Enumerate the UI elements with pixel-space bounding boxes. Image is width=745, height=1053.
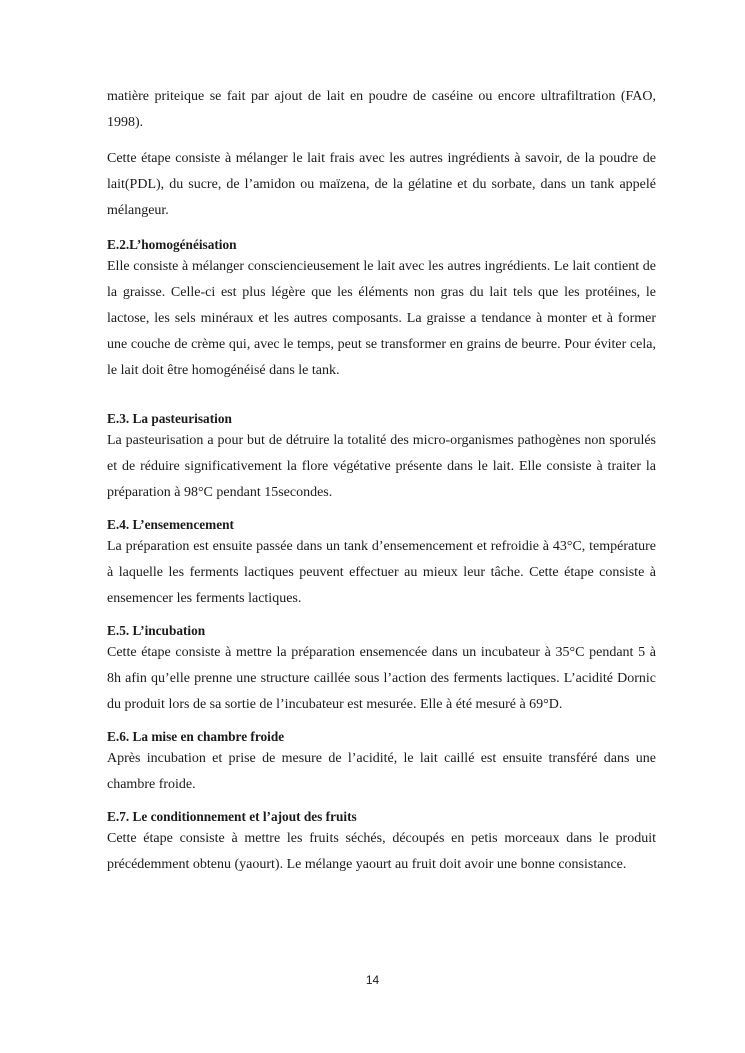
- section-incubation: [107, 622, 656, 718]
- section-chambre-froide: [107, 728, 656, 798]
- section-body: Cette étape consiste à mettre la préparation ensemencée dans un incubateur à 35°C pendant 5 à 8h afin qu’elle prenne une structure caillée sous l’action des ferments lactiques. L’acidité Dornic du produit lors de sa sortie de l’incubateur est mesurée. Elle à été mesuré à 69°D.: [107, 645, 656, 712]
- section-body: Elle consiste à mélanger consciencieusement le lait avec les autres ingrédients. Le lait contient de la graisse. Celle-ci est plus légère que les éléments non gras du lait tels que les protéines, le lactose, les sels minéraux et les autres composants. La graisse a tendance à monter et à former une couche de crème qui, avec le temps, peut se transformer en grains de beurre. Pour éviter cela, le lait doit être homogénéisé dans le tank.: [107, 259, 656, 378]
- page-number: 14: [365, 973, 380, 987]
- section-homogeneisation: [107, 234, 656, 384]
- section-conditionnement: [107, 808, 656, 878]
- section-heading: E.2.L’homogénéisation: [107, 237, 237, 252]
- section-pasteurisation: [107, 410, 656, 506]
- intro-paragraph: matière priteique se fait par ajout de lait en poudre de caséine ou encore ultrafiltration (FAO, 1998).: [107, 89, 656, 130]
- section-heading: E.5. L’incubation: [107, 623, 206, 638]
- section-ensemencement: [107, 516, 656, 612]
- section-body: La préparation est ensuite passée dans un tank d’ensemencement et refroidie à 43°C, température à laquelle les ferments lactiques peuvent effectuer au mieux leur tâche. Cette étape consiste à ensemencer les ferments lactiques.: [107, 539, 656, 606]
- section-body: Cette étape consiste à mettre les fruits séchés, découpés en petis morceaux dans le produit précédemment obtenu (yaourt). Le mélange yaourt au fruit doit avoir une bonne consistance.: [107, 831, 656, 872]
- section-heading: E.4. L’ensemencement: [107, 517, 234, 532]
- section-heading: E.6. La mise en chambre froide: [107, 729, 285, 744]
- section-heading: E.7. Le conditionnement et l’ajout des fruits: [107, 809, 357, 824]
- section-body: Après incubation et prise de mesure de l’acidité, le lait caillé est ensuite transféré dans une chambre froide.: [107, 751, 656, 792]
- section-heading: E.3. La pasteurisation: [107, 411, 232, 426]
- document-page: [107, 84, 656, 878]
- melange-paragraph: Cette étape consiste à mélanger le lait frais avec les autres ingrédients à savoir, de la poudre de lait(PDL), du sucre, de l’amidon ou maïzena, de la gélatine et du sorbate, dans un tank appelé mélangeur.: [107, 151, 656, 218]
- section-body: La pasteurisation a pour but de détruire la totalité des micro-organismes pathogènes non sporulés et de réduire significativement la flore végétative présente dans le lait. Elle consiste à traiter la préparation à 98°C pendant 15secondes.: [107, 433, 656, 500]
